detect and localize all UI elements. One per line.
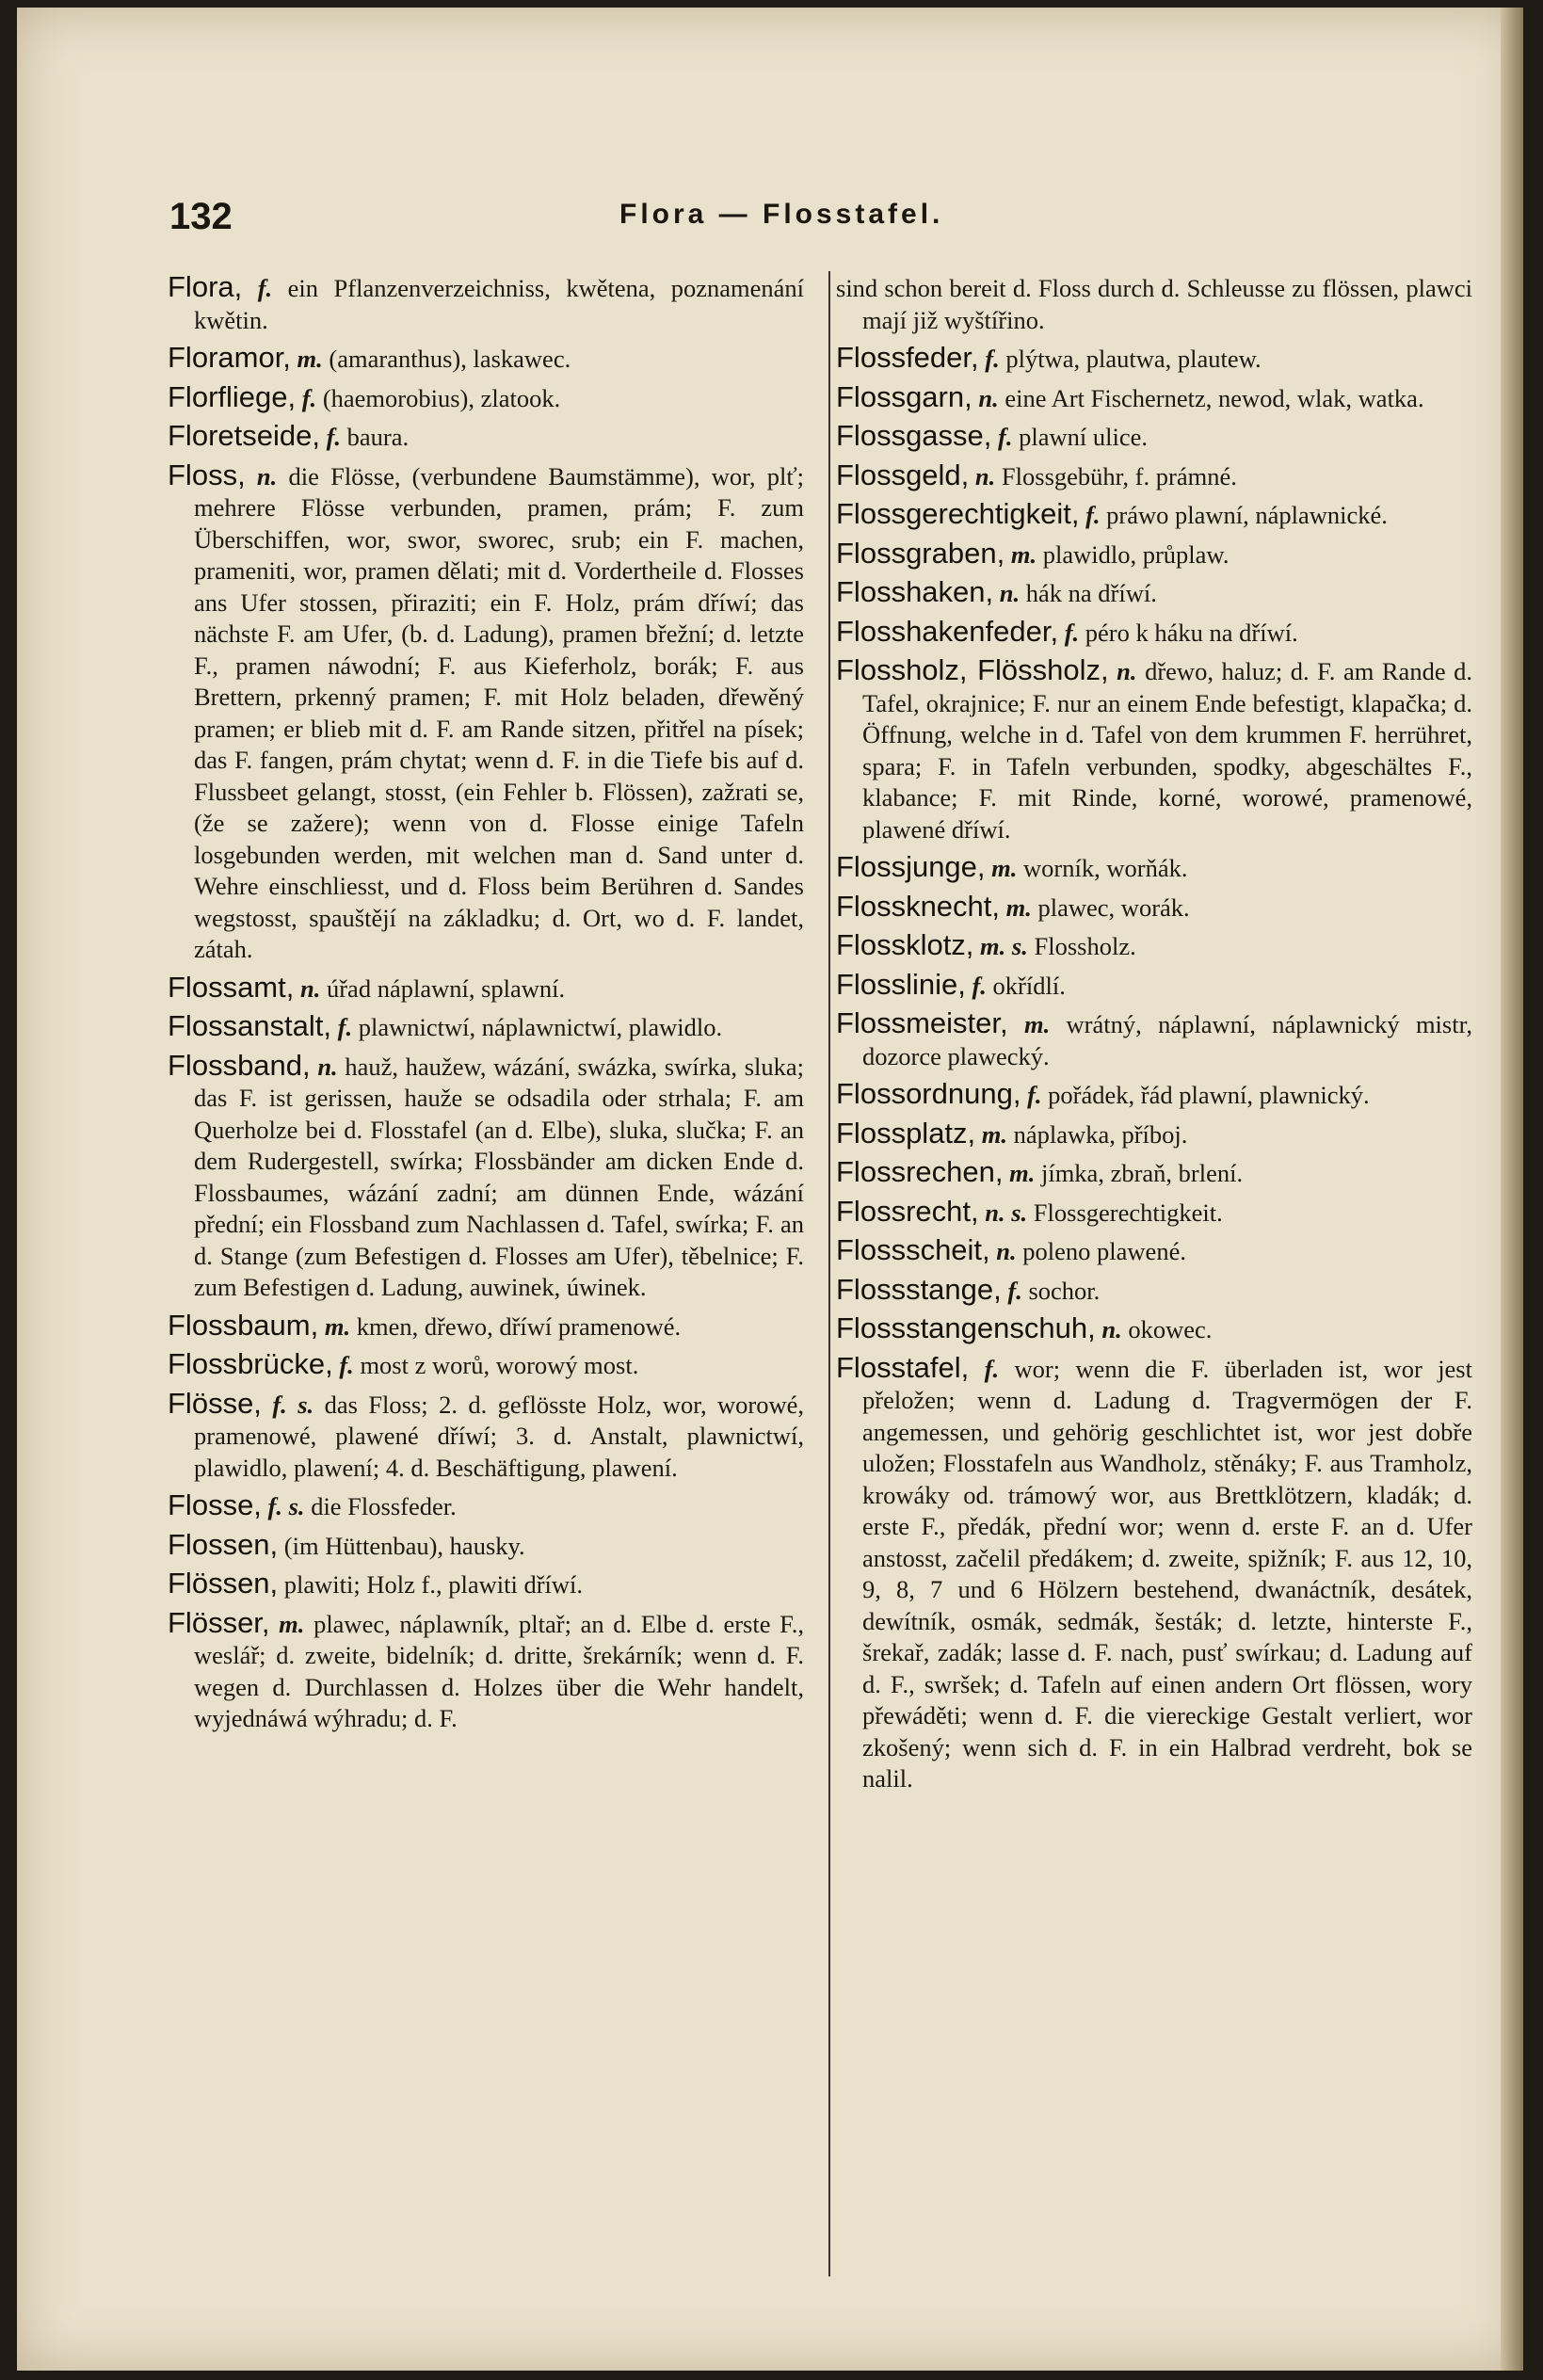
page-spine-edge bbox=[1501, 8, 1523, 2371]
dictionary-entry bbox=[836, 381, 1472, 415]
entry-headword: Floss, bbox=[168, 458, 246, 491]
entry-definition: ein Pflanzenverzeichniss, kwětena, poznamenání kwětin. bbox=[194, 274, 804, 334]
entry-definition: wrátný, náplawní, náplawnický mistr, dozorce plawecký. bbox=[862, 1010, 1472, 1070]
entry-grammar: f. bbox=[985, 345, 1000, 373]
entry-definition: pořádek, řád plawní, plawnický. bbox=[1048, 1081, 1370, 1109]
dictionary-entry bbox=[836, 538, 1472, 571]
entry-grammar: f. s. bbox=[267, 1492, 305, 1520]
dictionary-entry bbox=[836, 654, 1472, 845]
entry-headword: Flossrechen, bbox=[836, 1155, 1004, 1188]
dictionary-entry bbox=[836, 498, 1472, 532]
dictionary-entry bbox=[836, 1156, 1472, 1190]
running-head: Flora — Flosstafel. bbox=[619, 199, 944, 230]
entry-definition: most z worů, worowý most. bbox=[360, 1351, 639, 1379]
entry-headword: Flosslinie, bbox=[836, 967, 966, 1001]
entry-grammar: f. bbox=[1027, 1081, 1042, 1109]
entry-headword: Flossfeder, bbox=[836, 341, 979, 374]
entry-headword: Flossscheit, bbox=[836, 1233, 990, 1266]
entry-grammar: m. bbox=[1010, 539, 1037, 569]
entry-grammar: n. bbox=[299, 973, 321, 1003]
entry-headword: Flossordnung, bbox=[836, 1077, 1021, 1110]
entry-headword: Flossgraben, bbox=[836, 536, 1005, 570]
dictionary-entry bbox=[836, 851, 1472, 885]
dictionary-entry bbox=[168, 1050, 804, 1304]
entry-definition: worník, worňák. bbox=[1023, 854, 1188, 882]
entry-headword: Flossamt, bbox=[168, 970, 295, 1004]
entry-headword: Flossbaum, bbox=[168, 1308, 319, 1342]
entry-definition: das Floss; 2. d. geflösste Holz, wor, worowé, pramenowé, plawené dříwí; 3. d. Anstalt, plawnictwí, plawidlo, plawení; 4. d. Beschäftigung, plawení. bbox=[194, 1390, 805, 1482]
entry-headword: Flösse, bbox=[168, 1386, 262, 1420]
entry-grammar: f. bbox=[301, 383, 317, 412]
entry-definition: sochor. bbox=[1028, 1276, 1101, 1305]
entry-definition: hák na dříwí. bbox=[1025, 579, 1157, 607]
entry-definition: (amaranthus), laskawec. bbox=[329, 345, 571, 373]
entry-headword: Floretseide, bbox=[168, 419, 320, 452]
page-number: 132 bbox=[169, 196, 233, 237]
dictionary-entry bbox=[168, 972, 804, 1005]
entry-definition: péro k háku na dříwí. bbox=[1085, 618, 1298, 647]
entry-headword: Flosse, bbox=[168, 1488, 262, 1521]
entry-grammar: n. bbox=[974, 461, 996, 490]
entry-headword: Flossgasse, bbox=[836, 419, 992, 452]
entry-grammar: f. bbox=[337, 1013, 353, 1041]
dictionary-page bbox=[17, 8, 1523, 2371]
entry-definition: plawní ulice. bbox=[1019, 423, 1148, 451]
entry-headword: Flossjunge, bbox=[836, 850, 986, 883]
entry-headword: Flossgarn, bbox=[836, 379, 972, 413]
entry-headword: Flössen, bbox=[168, 1567, 279, 1600]
entry-grammar: f. bbox=[972, 971, 987, 1000]
dictionary-entry bbox=[836, 342, 1472, 376]
entry-grammar: n. bbox=[978, 383, 999, 412]
dictionary-entry bbox=[168, 1388, 804, 1485]
entry-headword: Flora, bbox=[168, 270, 243, 303]
dictionary-entry bbox=[168, 1310, 804, 1343]
entry-headword: Florfliege, bbox=[168, 379, 297, 413]
column-divider bbox=[828, 271, 830, 2276]
dictionary-entry bbox=[836, 576, 1472, 610]
entry-grammar: m. bbox=[279, 1609, 305, 1638]
dictionary-entry bbox=[836, 1234, 1472, 1268]
entry-definition: jímka, zbraň, brlení. bbox=[1040, 1159, 1244, 1187]
entry-definition: (haemorobius), zlatook. bbox=[322, 383, 561, 412]
entry-grammar: f. bbox=[326, 423, 342, 451]
entry-grammar: f. bbox=[1085, 501, 1101, 529]
dictionary-entry bbox=[168, 1010, 804, 1044]
entry-grammar: m. bbox=[1009, 1159, 1036, 1187]
dictionary-entry bbox=[168, 459, 804, 966]
dictionary-entry bbox=[836, 1007, 1472, 1072]
entry-grammar: n. bbox=[999, 579, 1021, 607]
entry-grammar: n. s. bbox=[985, 1198, 1028, 1227]
entry-definition: baura. bbox=[346, 423, 410, 451]
dictionary-entry bbox=[836, 1274, 1472, 1308]
dictionary-entry bbox=[836, 271, 1472, 336]
entry-definition: die Flossfeder. bbox=[311, 1492, 457, 1520]
dictionary-entry bbox=[168, 1348, 804, 1382]
entry-definition: wor; wenn die F. überladen ist, wor jest přeložen; wenn d. Ladung d. Tragvermögen der F. angemessen, und gehörig geschlichtet ist, wor jest dobře uložen; Flosstafeln aus Wandholz, stěnáky; F. aus Tramholz, krowáky od. trámowý wor, aus Brettklötzern, kladák; d. erste F., předák, přední wor; wenn d. erste F. an d. Ufer anstosst, začelil předákem; d. zweite, spižník; F. aus 12, 10, 9, 8, 7 und 6 Hölzern bestehend, dwanáctník, desátek, dewítník, osmák, sedmák, šesták; d. letzte, hinterste F., šrekař, zadák; lasse d. F. nach, pusť swírkau; d. Ladung auf d. F., swršek; d. Tafeln auf einen andern Ort flössen, wory přewáděti; wenn d. F. die viereckige Gestalt verliert, wor zkošený; wenn sich d. F. in ein Halbrad verdreht, bok se nalil. bbox=[862, 1354, 1472, 1793]
entry-definition: plawec, worák. bbox=[1037, 892, 1190, 922]
entry-definition: okřídlí. bbox=[992, 971, 1066, 1000]
entry-definition: Flossgerechtigkeit. bbox=[1033, 1198, 1223, 1227]
entry-headword: Flossen, bbox=[168, 1527, 279, 1561]
dictionary-entry bbox=[836, 969, 1472, 1003]
dictionary-entry bbox=[168, 1607, 804, 1735]
entry-headword: Flossanstalt, bbox=[168, 1009, 332, 1042]
dictionary-entry bbox=[168, 342, 804, 376]
dictionary-entry bbox=[836, 1352, 1472, 1795]
entry-definition: plawnictwí, náplawnictwí, plawidlo. bbox=[358, 1013, 723, 1041]
entry-grammar: f. bbox=[1007, 1276, 1022, 1305]
entry-definition: plawec, náplawník, pltař; an d. Elbe d. erste F., weslář; d. zweite, bidelník; d. dritte, šrekárník; wenn d. F. wegen d. Durchlassen d. Holzes über die Wehr handelt, wyjednáwá wýhradu; d. F. bbox=[194, 1609, 804, 1732]
entry-grammar: f. bbox=[339, 1351, 354, 1379]
dictionary-entry bbox=[168, 1568, 804, 1601]
entry-headword: Flossknecht, bbox=[836, 889, 1001, 923]
entry-grammar: m. bbox=[297, 345, 323, 373]
entry-headword: Flossrecht, bbox=[836, 1194, 979, 1228]
dictionary-entry bbox=[836, 459, 1472, 493]
entry-headword: Flossgeld, bbox=[836, 458, 970, 491]
entry-headword: Flossklotz, bbox=[836, 928, 974, 961]
entry-grammar: f. bbox=[998, 423, 1013, 451]
entry-grammar: m. bbox=[1023, 1010, 1051, 1038]
entry-definition: Flossholz. bbox=[1034, 932, 1136, 960]
entry-grammar: n. bbox=[1101, 1315, 1122, 1343]
entry-grammar: f. bbox=[984, 1354, 1000, 1383]
entry-headword: Flossband, bbox=[168, 1048, 311, 1082]
entry-definition: sind schon bereit d. Floss durch d. Schleusse zu flössen, plawci mají již wyštířino. bbox=[836, 274, 1472, 334]
entry-headword: Flosshakenfeder, bbox=[836, 614, 1059, 648]
entry-headword: Flossbrücke, bbox=[168, 1347, 333, 1380]
entry-definition: poleno plawené. bbox=[1022, 1237, 1186, 1265]
entry-grammar: m. bbox=[981, 1119, 1008, 1149]
dictionary-entry bbox=[836, 1196, 1472, 1230]
dictionary-entry bbox=[836, 1118, 1472, 1151]
entry-headword: Flossgerechtigkeit, bbox=[836, 497, 1080, 530]
entry-definition: Flossgebühr, f. prámné. bbox=[1001, 461, 1237, 490]
left-column bbox=[168, 271, 804, 1741]
entry-grammar: f. s. bbox=[272, 1390, 314, 1419]
entry-headword: Flossmeister, bbox=[836, 1006, 1008, 1039]
entry-headword: Flossplatz, bbox=[836, 1116, 976, 1150]
dictionary-entry bbox=[168, 381, 804, 415]
entry-headword: Flosshaken, bbox=[836, 575, 994, 608]
dictionary-entry bbox=[836, 616, 1472, 650]
entry-definition: práwo plawní, náplawnické. bbox=[1106, 501, 1388, 529]
entry-definition: die Flösse, (verbundene Baumstämme), wor, plť; mehrere Flösse verbunden, pramen, prám; F. zum Überschiffen, wor, swor, sworec, srub; ein F. machen, prameniti, wor, pramen dělati; mit d. Vordertheile d. Flosses ans Ufer stossen, přiraziti; ein F. Holz, prám dříwí; das nächste F. am Ufer, (b. d. Ladung), pramen břežní; d. letzte F., pramen náwodní; F. aus Kieferholz, borák; F. aus Brettern, prkenný pramen; F. mit Holz beladen, dřewěný pramen; er blieb mit d. F. am Rande sitzen, přitřel na písek; das F. fangen, prám chytat; wenn d. F. in die Tiefe bis auf d. Flussbeet gelangt, stosst, (ein Fehler b. Flössen), zažrati se, (že se zažere); wenn von d. Flosse einige Tafeln losgebunden werden, mit welchen man d. Sand unter d. Wehre einschliesst, und d. Floss beim Berühren d. Sandes wegstosst, spauštějí na základku; d. Ort, wo d. F. landet, zátah. bbox=[194, 461, 805, 963]
entry-definition: plawidlo, průplaw. bbox=[1042, 539, 1230, 569]
entry-headword: Flosstafel, bbox=[836, 1350, 970, 1384]
dictionary-entry bbox=[836, 1312, 1472, 1346]
entry-definition: úřad náplawní, splawní. bbox=[326, 973, 566, 1003]
right-column bbox=[836, 271, 1472, 1801]
entry-headword: Floramor, bbox=[168, 341, 291, 374]
dictionary-entry bbox=[168, 271, 804, 336]
entry-definition: okowec. bbox=[1128, 1315, 1213, 1343]
entry-grammar: n. bbox=[1117, 657, 1137, 685]
dictionary-entry bbox=[836, 420, 1472, 454]
entry-definition: eine Art Fischernetz, newod, wlak, watka. bbox=[1005, 383, 1424, 412]
entry-grammar: m. s. bbox=[980, 932, 1028, 960]
entry-definition: náplawka, příboj. bbox=[1013, 1119, 1188, 1149]
dictionary-entry bbox=[836, 1078, 1472, 1112]
entry-grammar: f. bbox=[1064, 618, 1080, 647]
entry-grammar: f. bbox=[257, 274, 273, 302]
entry-headword: Flossstangenschuh, bbox=[836, 1311, 1096, 1344]
entry-definition: dřewo, haluz; d. F. am Rande d. Tafel, okrajnice; F. nur an einem Ende befestigt, klapačka; d. Öffnung, welche in d. Tafel von dem krummen F. herrühret, spara; F. in Tafeln verbunden, spodky, abgeschältes F., klabance; F. mit Rinde, korné, worowé, pramenowé, plawené dříwí. bbox=[862, 657, 1472, 844]
entry-headword: Flossholz, Flössholz, bbox=[836, 653, 1109, 686]
entry-grammar: m. bbox=[1005, 892, 1032, 922]
entry-grammar: m. bbox=[324, 1311, 351, 1341]
dictionary-entry bbox=[168, 1489, 804, 1523]
entry-grammar: n. bbox=[256, 461, 278, 490]
entry-grammar: n. bbox=[317, 1052, 338, 1081]
entry-definition: hauž, haužew, wázání, swázka, swírka, sluka; das F. ist gerissen, hauže se odsadila oder strhala; F. am Querholze bei d. Flosstafel (an d. Elbe), sluka, slučka; F. an dem Rudergestell, swírka; Flossbänder am dicken Ende d. Flossbaumes, wázání zadní; am dünnen Ende, wázání přední; ein Flossband zum Nachlassen d. Tafel, swírka; F. an d. Stange (zum Befestigen d. Flosses am Ufer), těbelnice; F. zum Befestigen d. Ladung, auwinek, úwinek. bbox=[194, 1052, 805, 1301]
dictionary-entry bbox=[168, 1529, 804, 1563]
dictionary-entry bbox=[836, 891, 1472, 925]
entry-grammar: m. bbox=[991, 854, 1018, 882]
dictionary-entry bbox=[836, 929, 1472, 963]
entry-definition: plawiti; Holz f., plawiti dříwí. bbox=[283, 1570, 584, 1599]
entry-headword: Flossstange, bbox=[836, 1272, 1002, 1306]
entry-headword: Flösser, bbox=[168, 1605, 270, 1639]
entry-grammar: n. bbox=[996, 1237, 1017, 1265]
entry-definition: (im Hüttenbau), hausky. bbox=[283, 1531, 525, 1560]
dictionary-entry bbox=[168, 420, 804, 454]
entry-definition: kmen, dřewo, dříwí pramenowé. bbox=[356, 1311, 682, 1341]
entry-definition: plýtwa, plautwa, plautew. bbox=[1005, 345, 1262, 373]
